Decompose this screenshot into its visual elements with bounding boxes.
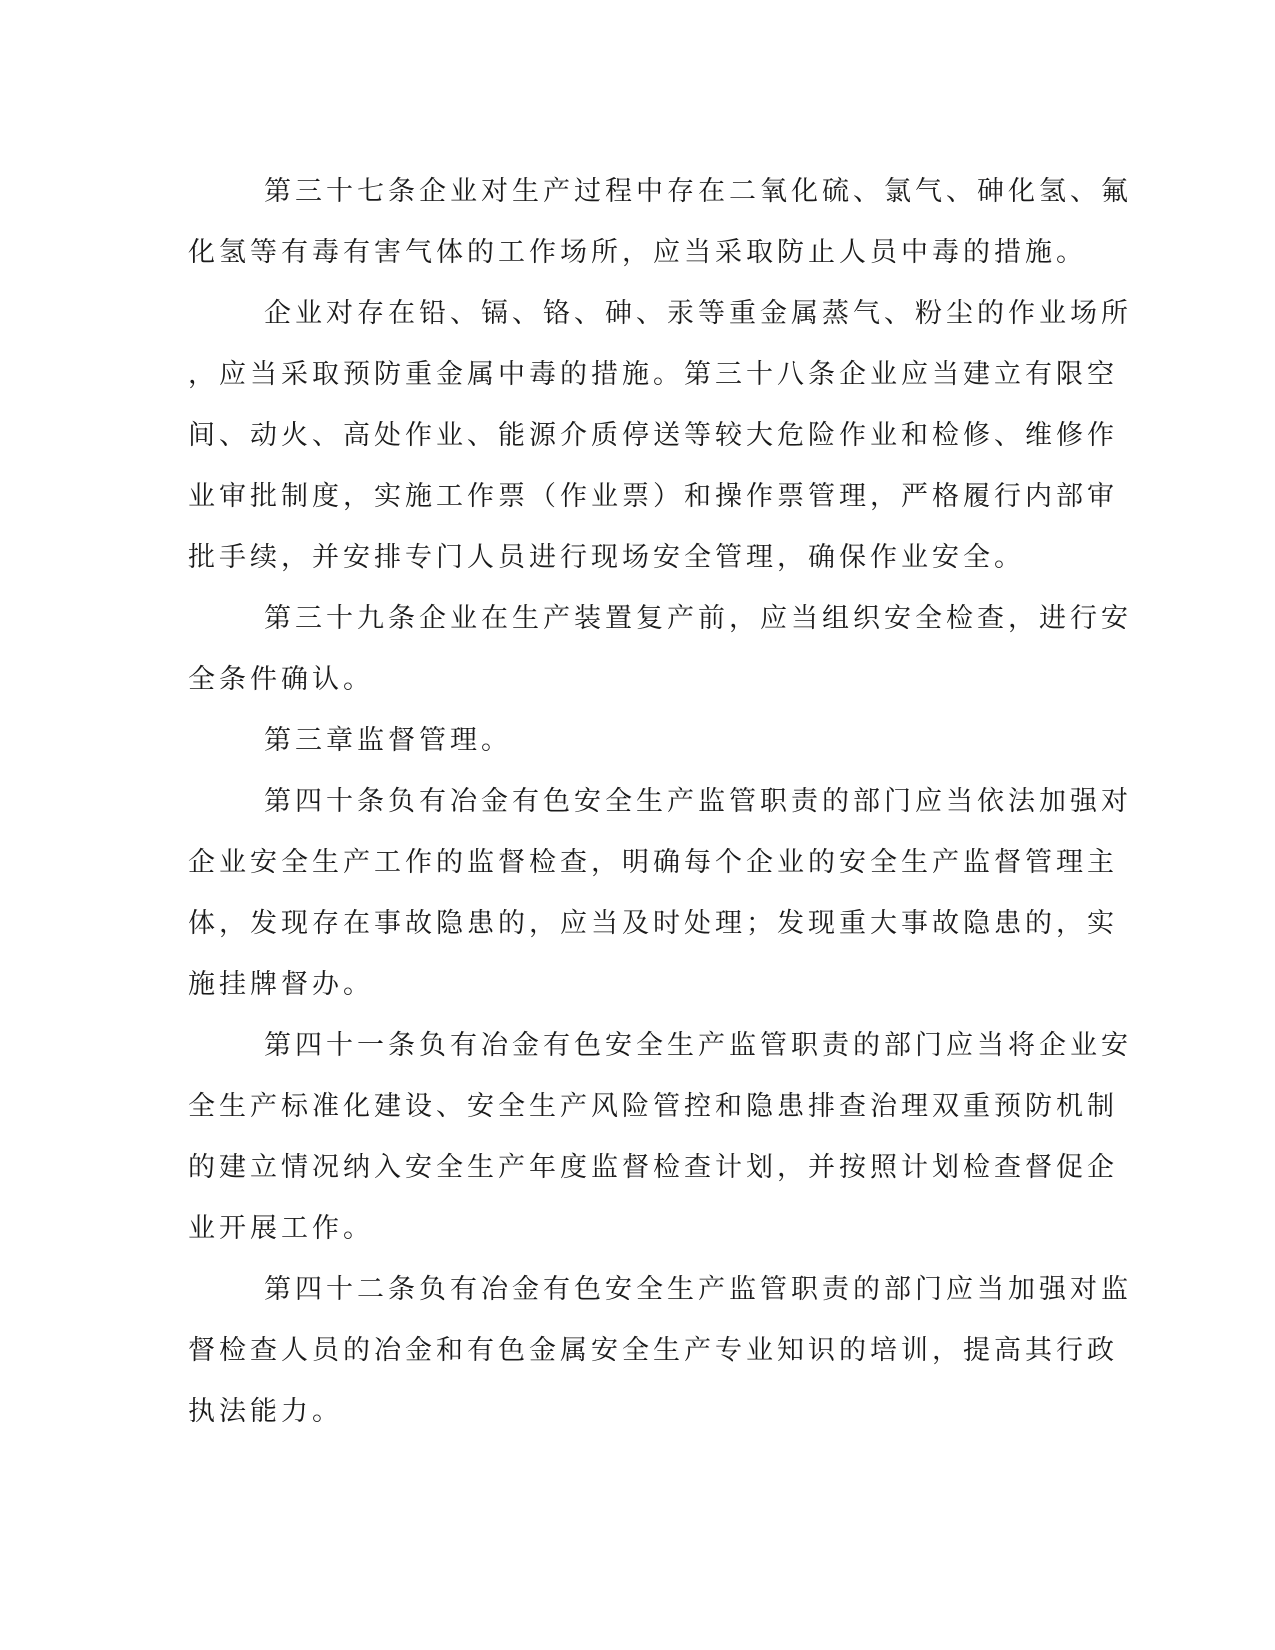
text-line: 间、动火、高处作业、能源介质停送等较大危险作业和检修、维修作	[188, 420, 1118, 451]
text-line: 督检查人员的冶金和有色金属安全生产专业知识的培训，提高其行政	[188, 1335, 1118, 1366]
text-line: 全条件确认。	[188, 664, 374, 695]
text-line: 第四十一条负有冶金有色安全生产监管职责的部门应当将企业安	[264, 1030, 1132, 1061]
text-line: 第三十七条企业对生产过程中存在二氧化硫、氯气、砷化氢、氟	[264, 176, 1132, 207]
document-body	[188, 161, 1132, 1442]
text-line: 第四十二条负有冶金有色安全生产监管职责的部门应当加强对监	[264, 1274, 1132, 1305]
text-line: 企业对存在铅、镉、铬、砷、汞等重金属蒸气、粉尘的作业场所	[264, 298, 1132, 329]
text-line: 化氢等有毒有害气体的工作场所，应当采取防止人员中毒的措施。	[188, 237, 1087, 268]
text-line: 企业安全生产工作的监督检查，明确每个企业的安全生产监督管理主	[188, 847, 1118, 878]
text-line: ，应当采取预防重金属中毒的措施。第三十八条企业应当建立有限空	[188, 359, 1118, 390]
chapter-heading: 第三章监督管理。	[264, 725, 512, 756]
text-line: 的建立情况纳入安全生产年度监督检查计划，并按照计划检查督促企	[188, 1152, 1118, 1183]
text-line: 业开展工作。	[188, 1213, 374, 1244]
text-line: 第四十条负有冶金有色安全生产监管职责的部门应当依法加强对	[264, 786, 1132, 817]
text-line: 体，发现存在事故隐患的，应当及时处理；发现重大事故隐患的，实	[188, 908, 1118, 939]
text-line: 全生产标准化建设、安全生产风险管控和隐患排查治理双重预防机制	[188, 1091, 1118, 1122]
text-line: 批手续，并安排专门人员进行现场安全管理，确保作业安全。	[188, 542, 1025, 573]
text-line: 施挂牌督办。	[188, 969, 374, 1000]
text-line: 业审批制度，实施工作票（作业票）和操作票管理，严格履行内部审	[188, 481, 1118, 512]
text-line: 第三十九条企业在生产装置复产前，应当组织安全检查，进行安	[264, 603, 1132, 634]
text-line: 执法能力。	[188, 1396, 343, 1427]
